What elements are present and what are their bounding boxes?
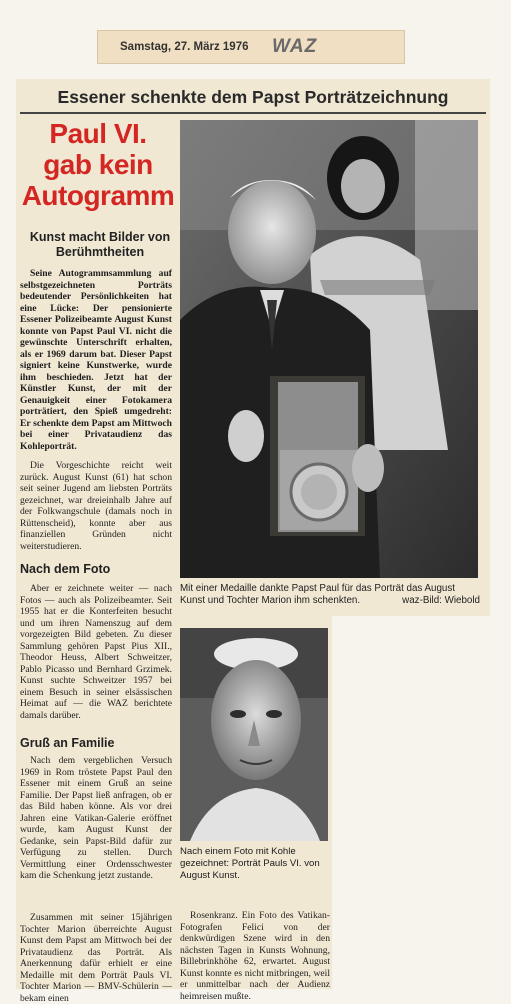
section-heading-nach-dem-foto: Nach dem Foto bbox=[20, 562, 111, 576]
paragraph-3: Aber er zeichnete weiter — nach Fotos — auch als Polizeibeamter. Seit 1955 hat er die Konterfeiten besucht und um ihren Namenszug auf dem vorgezeigten Bild gebeten. Zu dieser Sammlung gehören Papst Pius XII., Theodor Heuss, Albert Schweitzer, Pablo Picasso und Bernhard Grzimek. Kunst suchte Schweitzer 1957 bei einem Besuch in seiner elsässischen Heimat auf — die WAZ berichtete damals darüber. bbox=[20, 583, 172, 721]
section-heading-gruss-an-familie: Gruß an Familie bbox=[20, 736, 115, 750]
article-title bbox=[18, 118, 178, 211]
photo-credit: waz-Bild: Wiebold bbox=[402, 595, 480, 606]
photo-caption-1 bbox=[180, 583, 480, 607]
headline: Essener schenkte dem Papst Porträtzeichnung bbox=[20, 84, 486, 114]
photo-pope-portrait bbox=[180, 628, 328, 841]
caption-1-text: Mit einer Medaille dankte Papst Paul für das Porträt das August Kunst und Tochter Marion ihm schenkten. bbox=[180, 583, 456, 606]
title-line-3: Autogramm bbox=[21, 180, 175, 211]
date-text: Samstag, 27. März 1976 bbox=[120, 41, 249, 53]
title-line-2: gab kein bbox=[43, 149, 153, 180]
title-line-1: Paul VI. bbox=[49, 118, 147, 149]
photo-medal-presentation-image bbox=[180, 120, 478, 578]
pope-portrait-drawing bbox=[180, 628, 328, 841]
photo-caption-2: Nach einem Foto mit Kohle gezeichnet: Porträt Pauls VI. von August Kunst. bbox=[180, 846, 320, 881]
dateline-clipping bbox=[97, 30, 405, 64]
paragraph-5: Zusammen mit seiner 15jährigen Tochter Marion überreichte August Kunst dem Papst am Mittwoch bei der Privataudienz das Porträt. Als Anerkennung dafür erhielt er eine Medaille mit dem Porträt Pauls VI. Tochter Marion — BMV-Schülerin — bekam einen bbox=[20, 912, 172, 1004]
paragraph-2: Die Vorgeschichte reicht weit zurück. August Kunst (61) hat schon seit seiner Jugend am liebsten Porträts gezeichnet, war dreieinhalb Jahre auf der Folkwangschule (damals noch in Rüttenscheid), konnte aber aus finanziellen Gründen nicht weiterstudieren. bbox=[20, 460, 172, 552]
paragraph-4: Nach dem vergeblichen Versuch 1969 in Rom tröstete Papst Paul den Essener mit einem Gruß an seine Familie. Der Papst ließ anfragen, ob er das Bild haben könne. Als vor drei Jahren eine Vatikan-Galerie eröffnet wurde, kam August Kunst der Gedanke, sein Papst-Bild dafür zur Verfügung zu stellen. Durch Vermittlung einer Ordensschwester kam die Schenkung jetzt zustande. bbox=[20, 755, 172, 881]
article-subtitle: Kunst macht Bilder von Berühmtheiten bbox=[29, 230, 171, 259]
waz-logo: WAZ bbox=[272, 36, 318, 57]
paragraph-6: Rosenkranz. Ein Foto des Vatikan-Fotografen Felici von der denkwürdigen Szene wird in den nächsten Tagen in Kunsts Wohnung, Billebrinkhöhe 62, erwartet. August Kunst konnte es nicht mitbringen, weil er unmittelbar nach der Audienz heimreisen mußte. bbox=[180, 910, 330, 1002]
photo-medal-presentation bbox=[180, 120, 478, 578]
lead-paragraph: Seine Autogrammsammlung auf selbstgezeichneten Porträts bedeutender Persönlichkeiten hat eine Lücke: Der pensionierte Essener Polizeibeamte August Kunst konnte von Papst Paul VI. nicht die gewünschte Unterschrift erhalten, als er 1969 darum bat. Dieser Papst signiert keine Kunstwerke, wurde ihm beschieden. Jetzt hat der Künstler Kunst, der mit der Genauigkeit einer Fotokamera porträtiert, den Spieß umgedreht: Er schenkte dem Papst am Mittwoch bei einer Privataudienz das Kohleporträt. bbox=[20, 268, 172, 452]
